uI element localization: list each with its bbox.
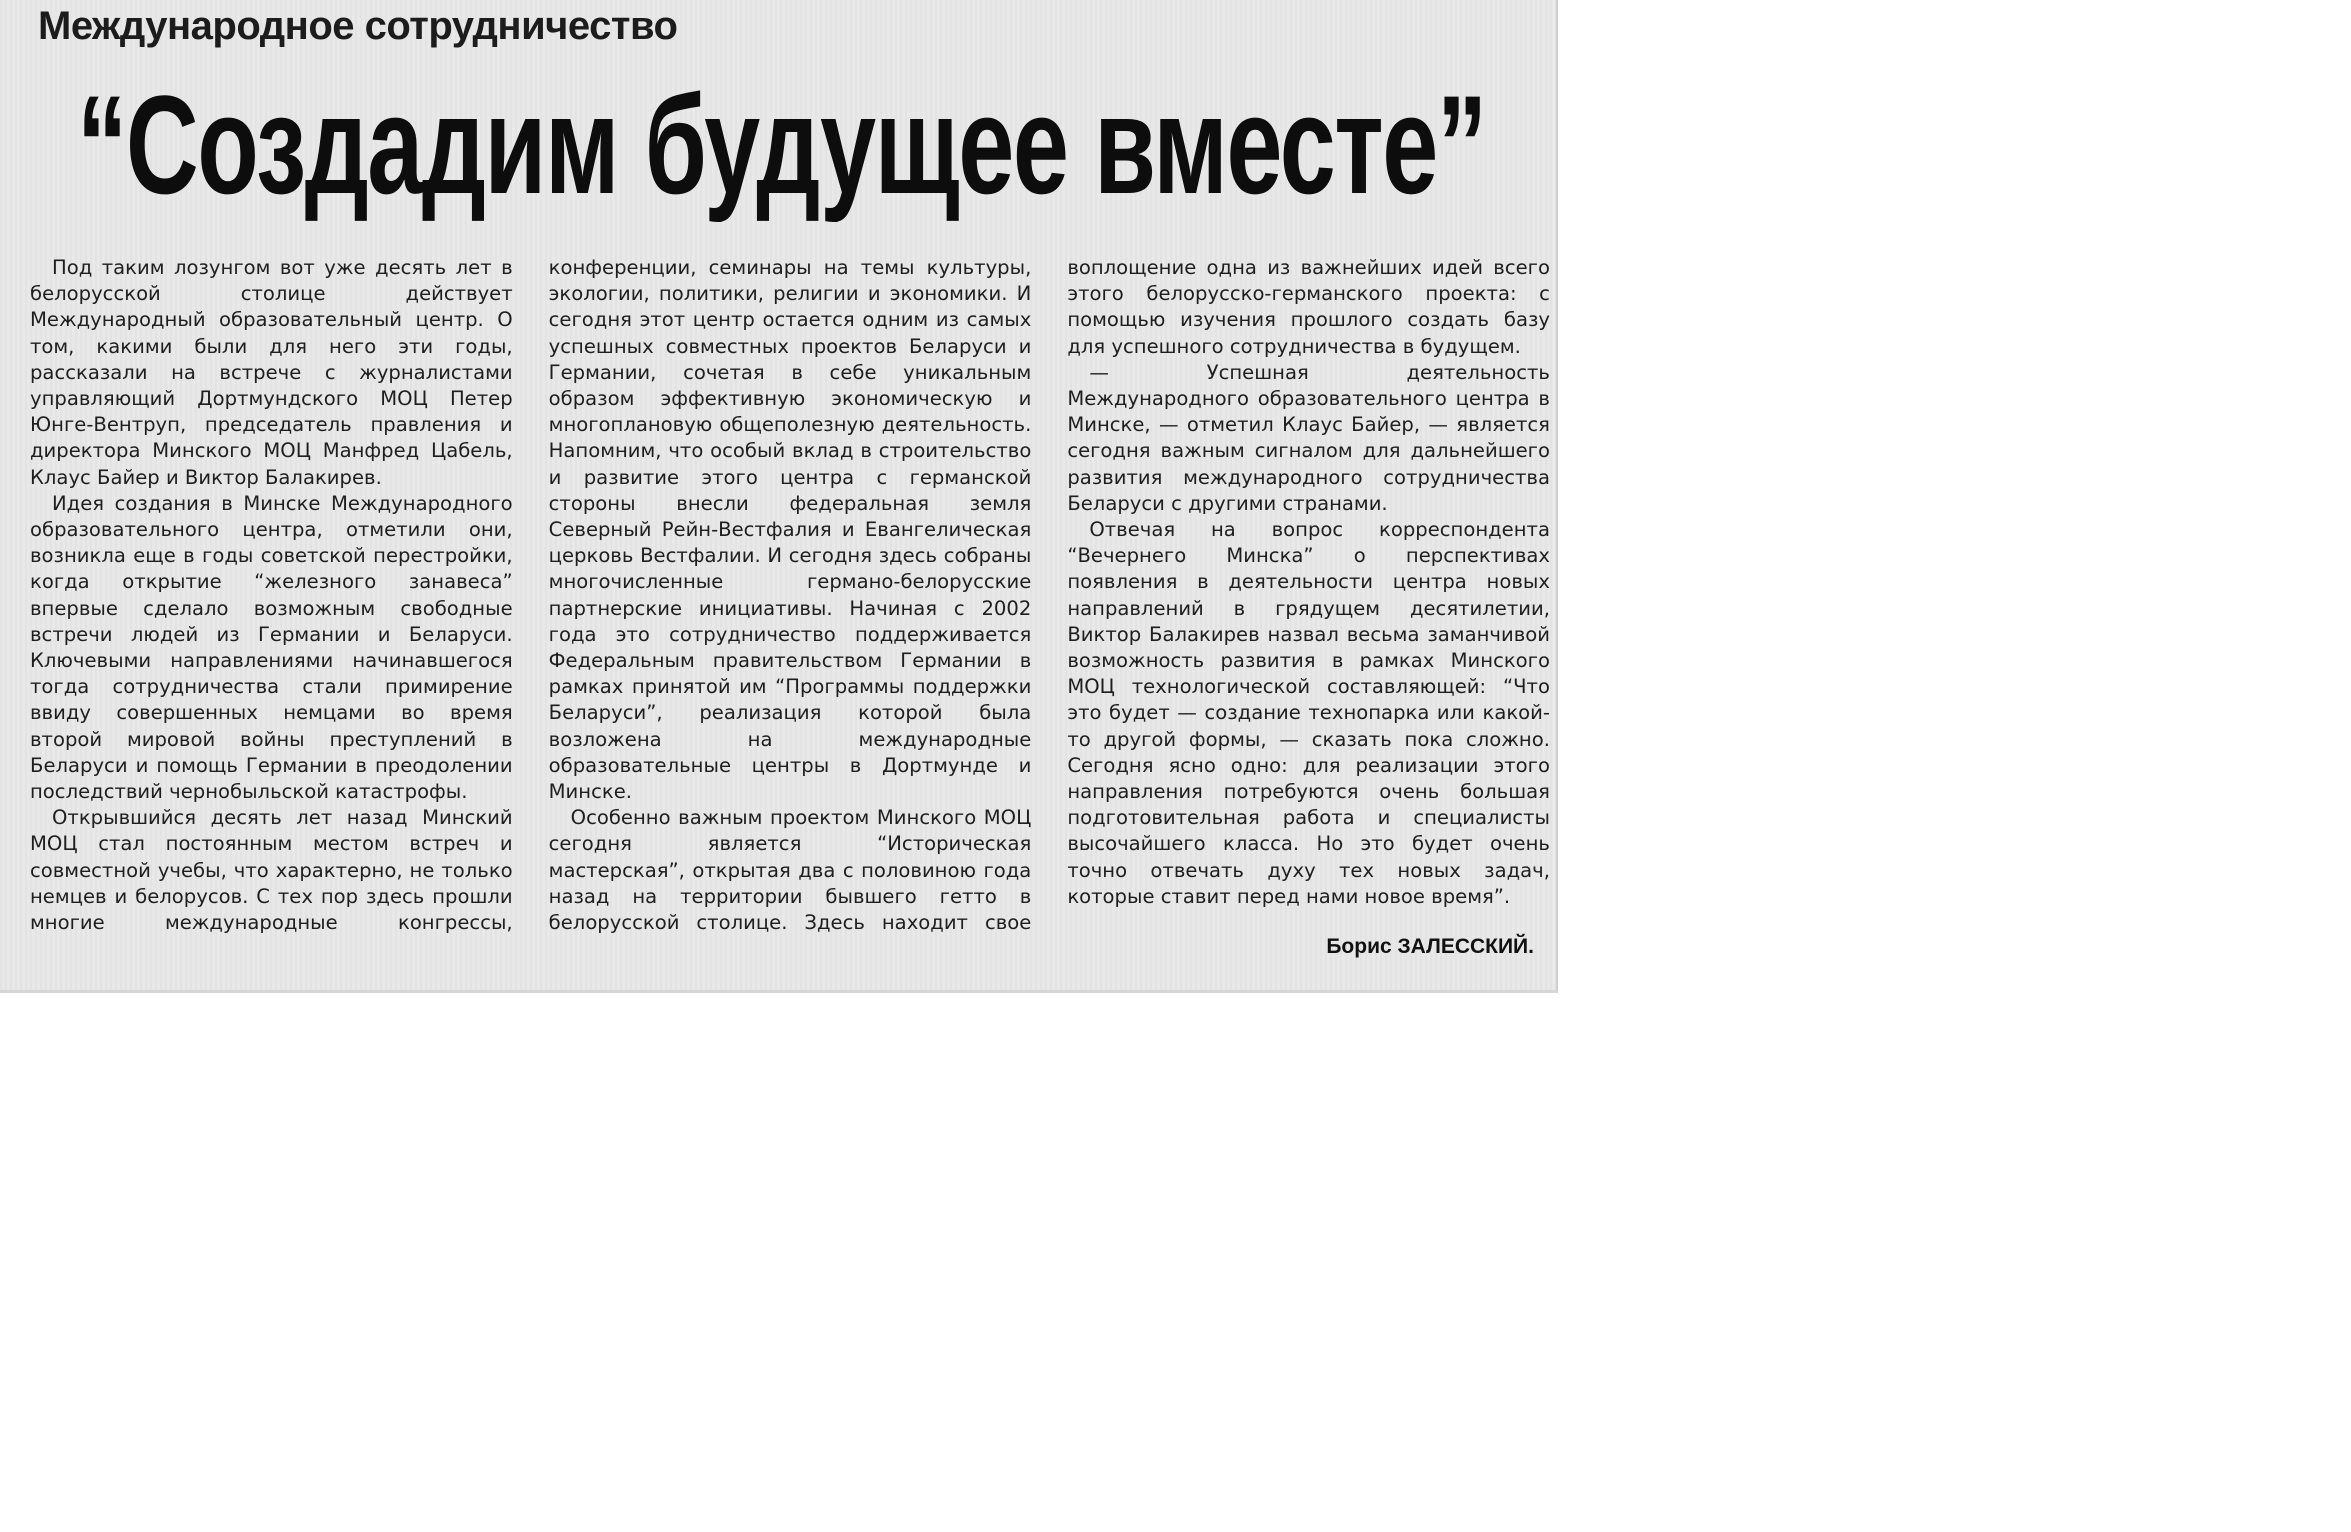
paragraph: Особенно важным проектом Минского МОЦ сегодня является “Историческая мастерская”, открытая два с половиною года назад на территории бывшего гетто в белорусской столице. Здесь находит свое воплощение одна из важнейших идей всего этого белорусско-германского проекта: с помощью изучения прошлого создать базу для успешного сотрудничества в будущем. bbox=[548, 256, 1550, 935]
paragraph: Идея создания в Минске Международного образовательного центра, отметили они, возникла еще в годы советской перестройки, когда открытие “железного занавеса” впервые сделало возможным свободные встречи людей из Германии и Беларуси. Ключевыми направлениями начинавшегося тогда сотрудничества стали примирение ввиду совершенных немцами во время второй мировой войны преступлений в Беларуси и помощь Германии в преодолении последствий чернобыльской катастрофы. bbox=[30, 491, 513, 804]
paragraph: Открывшийся десять лет назад Минский МОЦ стал постоянным местом встреч и совместной учебы, что характерно, не только немцев и белорусов. С тех пор здесь прошли многие международные конгрессы, конференции, семинары на темы культуры, экологии, политики, религии и экономики. И сегодня этот центр остается одним из самых успешных совместных проектов Беларуси и Германии, сочетая в себе уникальным образом эффективную экономическую и многоплановую общеполезную деятельность. Напомним, что особый вклад в строительство и развитие этого центра с германской стороны внесли федеральная земля Северный Рейн-Вестфалия и Евангелическая церковь Вестфалии. И сегодня здесь собраны многочисленные германо-белорусские партнерские инициативы. Начиная с 2002 года это сотрудничество поддерживается Федеральным правительством Германии в рамках принятой им “Программы поддержки Беларуси”, реализация которой была возложена на международные образовательные центры в Дортмунде и Минске. bbox=[30, 256, 1032, 935]
paragraph: Под таким лозунгом вот уже десять лет в белорусской столице действует Международный образовательный центр. О том, какими были для него эти годы, рассказали на встрече с журналистами управляющий Дортмундского МОЦ Петер Юнге-Вентруп, председатель правления и директора Минского МОЦ Манфред Цабель, Клаус Байер и Виктор Балакирев. bbox=[30, 256, 513, 489]
headline-text: “Создадим будущее вместе” bbox=[76, 66, 1486, 223]
paragraph: Отвечая на вопрос корреспондента “Вечернего Минска” о перспективах появления в деятельности центра новых направлений в грядущем десятилетии, Виктор Балакирев назвал весьма заманчивой возможность развития в рамках Минского МОЦ технологической составляющей: “Что это будет — создание технопарка или какой-то другой формы, — сказать пока сложно. Сегодня ясно одно: для реализации этого направления потребуются очень большая подготовительная работа и специалисты высочайшего класса. Но это будет очень точно отвечать духу тех новых задач, которые ставит перед нами новое время”. bbox=[1067, 518, 1550, 908]
newspaper-clipping bbox=[0, 0, 1558, 993]
section-rubric: Международное сотрудничество bbox=[38, 4, 678, 48]
article-headline bbox=[36, 60, 1526, 230]
article-body bbox=[30, 255, 1550, 955]
author-byline: Борис ЗАЛЕССКИЙ. bbox=[1326, 935, 1534, 958]
paragraph: — Успешная деятельность Международного образовательного центра в Минске, — отметил Клаус Байер, — является сегодня важным сигналом для дальнейшего развития международного сотрудничества Беларуси с другими странами. bbox=[1067, 360, 1550, 515]
